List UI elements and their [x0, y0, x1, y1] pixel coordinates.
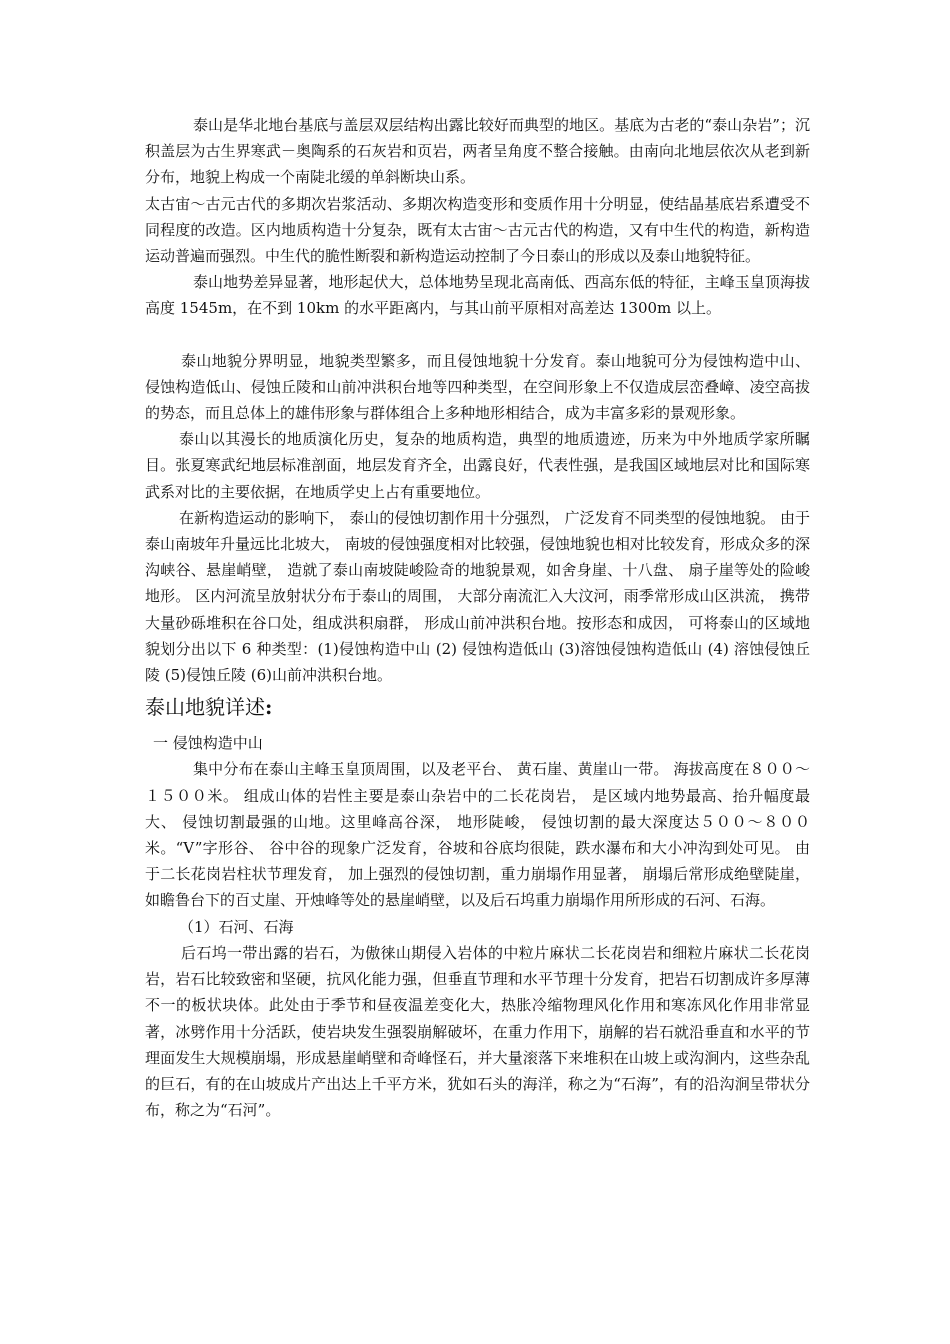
intro-paragraph-3: 泰山地势差异显著，地形起伏大，总体地势呈现北高南低、西高东低的特征，主峰玉皇顶海拔高度 1545m，在不到 10km 的水平距离内，与其山前平原相对高差达 1300m 以上。 [145, 273, 810, 318]
main-paragraph-2: 泰山以其漫长的地质演化历史，复杂的地质构造，典型的地质遗迹，历来为中外地质学家所瞩目。张夏寒武纪地层标准剖面，地层发育齐全，出露良好，代表性强，是我国区域地层对比和国际寒武系对比的主要依据，在地质学史上占有重要地位。 [145, 430, 810, 501]
subsection-1-title: 一 侵蚀构造中山 [153, 734, 263, 753]
intro-paragraph-2: 太古宙～古元古代的多期次岩浆活动、多期次构造变形和变质作用十分明显，使结晶基底岩系遭受不同程度的改造。区内地质构造十分复杂，既有太古宙～古元古代的构造，又有中生代的构造，新构造运动普遍而强烈。中生代的脆性断裂和新构造运动控制了今日泰山的形成以及泰山地貌特征。 [145, 194, 810, 266]
section-heading [145, 690, 810, 724]
document-page [145, 112, 810, 1123]
section-heading-colon: : [265, 695, 273, 720]
main-paragraph-3: 在新构造运动的影响下， 泰山的侵蚀切割作用十分强烈， 广泛发育不同类型的侵蚀地貌。 由于泰山南坡年升量远比北坡大， 南坡的侵蚀强度相对比较强，侵蚀地貌也相对比较发育，形成众多的深沟峡谷、悬崖峭壁， 造就了泰山南坡陡峻险奇的地貌景观，如舍身崖、十八盘、 扇子崖等处的险峻地形。 区内河流呈放射状分布于泰山的周围， 大部分南流汇入大汶河，雨季常形成山区洪流， 携带大量砂砾堆积在谷口处，组成洪积扇群， 形成山前冲洪积台地。按形态和成因， 可将泰山的区域地貌划分出以下 6 种类型：(1)侵蚀构造中山 (2) 侵蚀构造低山 (3)溶蚀侵蚀构造低山 (4) 溶蚀侵蚀丘陵 (5)侵蚀丘陵 (6)山前冲洪积台地。 [145, 508, 810, 685]
subsection-1-1-title: （1）石河、石海 [179, 917, 294, 936]
paragraph-gap [145, 322, 810, 348]
intro-paragraph-1: 泰山是华北地台基底与盖层双层结构出露比较好而典型的地区。基底为古老的“泰山杂岩”；沉积盖层为古生界寒武－奥陶系的石灰岩和页岩，两者呈角度不整合接触。由南向北地层依次从老到新分布，地貌上构成一个南陡北缓的单斜断块山系。 [145, 116, 810, 187]
section-heading-text: 泰山地貌详述 [145, 695, 265, 720]
subsection-1-1-body: 后石坞一带出露的岩石，为傲徕山期侵入岩体的中粒片麻状二长花岗岩和细粒片麻状二长花岗岩，岩石比较致密和坚硬，抗风化能力强，但垂直节理和水平节理十分发育，把岩石切割成许多厚薄不一的板状块体。此处由于季节和昼夜温差变化大，热胀冷缩物理风化作用和寒冻风化作用非常显著，冰劈作用十分活跃，使岩块发生强裂崩解破坏，在重力作用下，崩解的岩石就沿垂直和水平的节理面发生大规模崩塌，形成悬崖峭壁和奇峰怪石，并大量滚落下来堆积在山坡上或沟涧内，这些杂乱的巨石，有的在山坡成片产出达上千平方米，犹如石头的海洋，称之为“石海”，有的沿沟涧呈带状分布，称之为“石河”。 [145, 943, 810, 1120]
subsection-1-body: 集中分布在泰山主峰玉皇顶周围，以及老平台、 黄石崖、黄崖山一带。 海拔高度在８００～１５００米。 组成山体的岩性主要是泰山杂岩中的二长花岗岩， 是区域内地势最高、抬升幅度最大、 侵蚀切割最强的山地。这里峰高谷深， 地形陡峻， 侵蚀切割的最大深度达５００～８００米。“V”字形谷、 谷中谷的现象广泛发育，谷坡和谷底均很陡，跌水瀑布和大小冲沟到处可见。 由于二长花岗岩柱状节理发育， 加上强烈的侵蚀切割，重力崩塌作用显著， 崩塌后常形成绝壁陡崖， 如瞻鲁台下的百丈崖、开烛峰等处的悬崖峭壁，以及后石坞重力崩塌作用所形成的石河、石海。 [145, 760, 810, 910]
main-paragraph-1: 泰山地貌分界明显，地貌类型繁多，而且侵蚀地貌十分发育。泰山地貌可分为侵蚀构造中山、侵蚀构造低山、侵蚀丘陵和山前冲洪积台地等四种类型，在空间形象上不仅造成层峦叠嶂、凌空高拔的势态，而且总体上的雄伟形象与群体组合上多种地形相结合，成为丰富多彩的景观形象。 [145, 351, 810, 423]
